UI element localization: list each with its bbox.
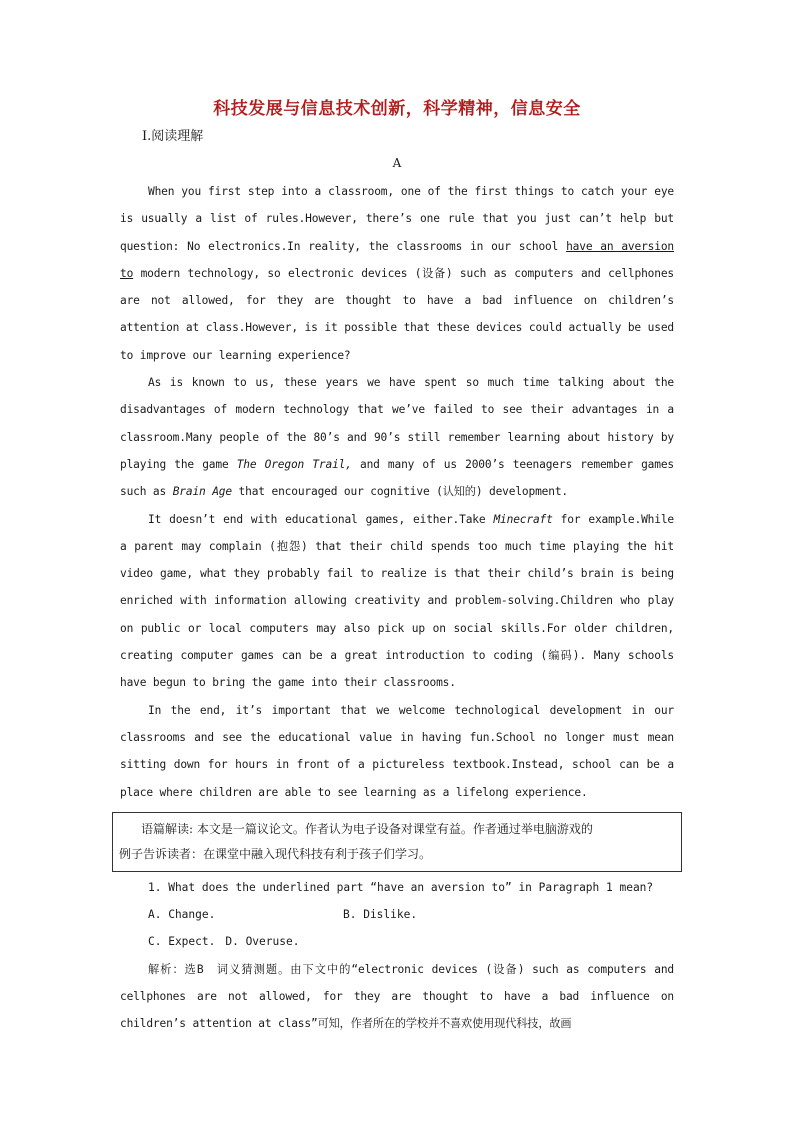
- paragraph-3-text-a: It doesn’t end with educational games, either.Take: [148, 512, 494, 526]
- summary-line-2: 例子告诉读者：在课堂中融入现代科技有利于孩子们学习。: [119, 846, 432, 861]
- option-b: B. Dislike.: [343, 908, 418, 922]
- paragraph-3-text-b: for example.While a parent may complain (抱怨) that their child spends too much time playing the hit video game, what they probably fail to realize is that their child’s brain is being enriched with information allowing creativity and problem-solving.Children who play on public or local computers may also pick up on social skills.For older children, creating computer games can be a great introduction to coding (编码). Many schools have begun to bring the game into their classrooms.: [120, 512, 674, 690]
- paragraph-2-text-b: and many of us 2000’s teenagers remember games such as: [120, 457, 674, 499]
- summary-box: [112, 812, 682, 872]
- paragraph-2: [120, 369, 674, 505]
- option-a: A. Change.: [148, 908, 216, 922]
- underlined-phrase: have an aversion to: [120, 239, 675, 280]
- question-1-options-row-2: [120, 928, 674, 955]
- game-title-brain-age: Brain Age: [172, 485, 232, 499]
- question-1-explanation: 解析：选B 词义猜测题。由下文中的“electronic devices (设备) such as computers and cellphones are not allowed, for they are thought to have a bad influence on children’s attention at class”可知，作者所在的学校并不喜欢使用现代科技，故画: [120, 962, 674, 1031]
- paragraph-4: In the end, it’s important that we welcome technological development in our classrooms and see the educational value in having fun.School no longer must mean sitting down for hours in front of a pictureless textbook.Instead, school can be a place where children are able to see learning as a lifelong experience.: [120, 703, 674, 799]
- game-title-minecraft: Minecraft: [493, 512, 553, 526]
- summary-line-1: 语篇解读: 本文是一篇议论文。作者认为电子设备对课堂有益。作者通过举电脑游戏的: [141, 821, 593, 836]
- option-d: D. Overuse.: [225, 935, 300, 949]
- paragraph-1-text-b: modern technology, so electronic devices (设备) such as computers and cellphones are not allowed, for they are thought to have a bad influence on children’s attention at class.However, is it possible that these devices could actually be used to improve our learning experience?: [120, 266, 674, 362]
- paragraph-1: [120, 178, 674, 369]
- page-title: 科技发展与信息技术创新，科学精神，信息安全: [213, 99, 581, 119]
- passage-label: A: [392, 156, 402, 170]
- question-1-options-row-1: [120, 901, 674, 928]
- paragraph-2-text-c: that encouraged our cognitive (认知的) development.: [231, 485, 569, 499]
- paragraph-1-text-a: When you first step into a classroom, one of the first things to catch your eye is usually a list of rules.However, there’s one rule that you just can’t help but question: No electronics.In reality, the classrooms in our school: [120, 185, 674, 253]
- game-title-oregon-trail: The Oregon Trail,: [236, 457, 352, 471]
- question-1-stem: 1. What does the underlined part “have an aversion to” in Paragraph 1 mean?: [148, 880, 654, 894]
- paragraph-2-text-a: As is known to us, these years we have spent so much time talking about the disadvantages of modern technology that we’ve failed to see their advantages in a classroom.Many people of the 80’s and 90’s still remember learning about history by playing the game: [120, 376, 674, 471]
- section-heading: Ⅰ.阅读理解: [142, 129, 204, 144]
- paragraph-3: [120, 506, 674, 697]
- option-c: C. Expect.: [148, 935, 216, 949]
- document-page: [120, 94, 674, 1038]
